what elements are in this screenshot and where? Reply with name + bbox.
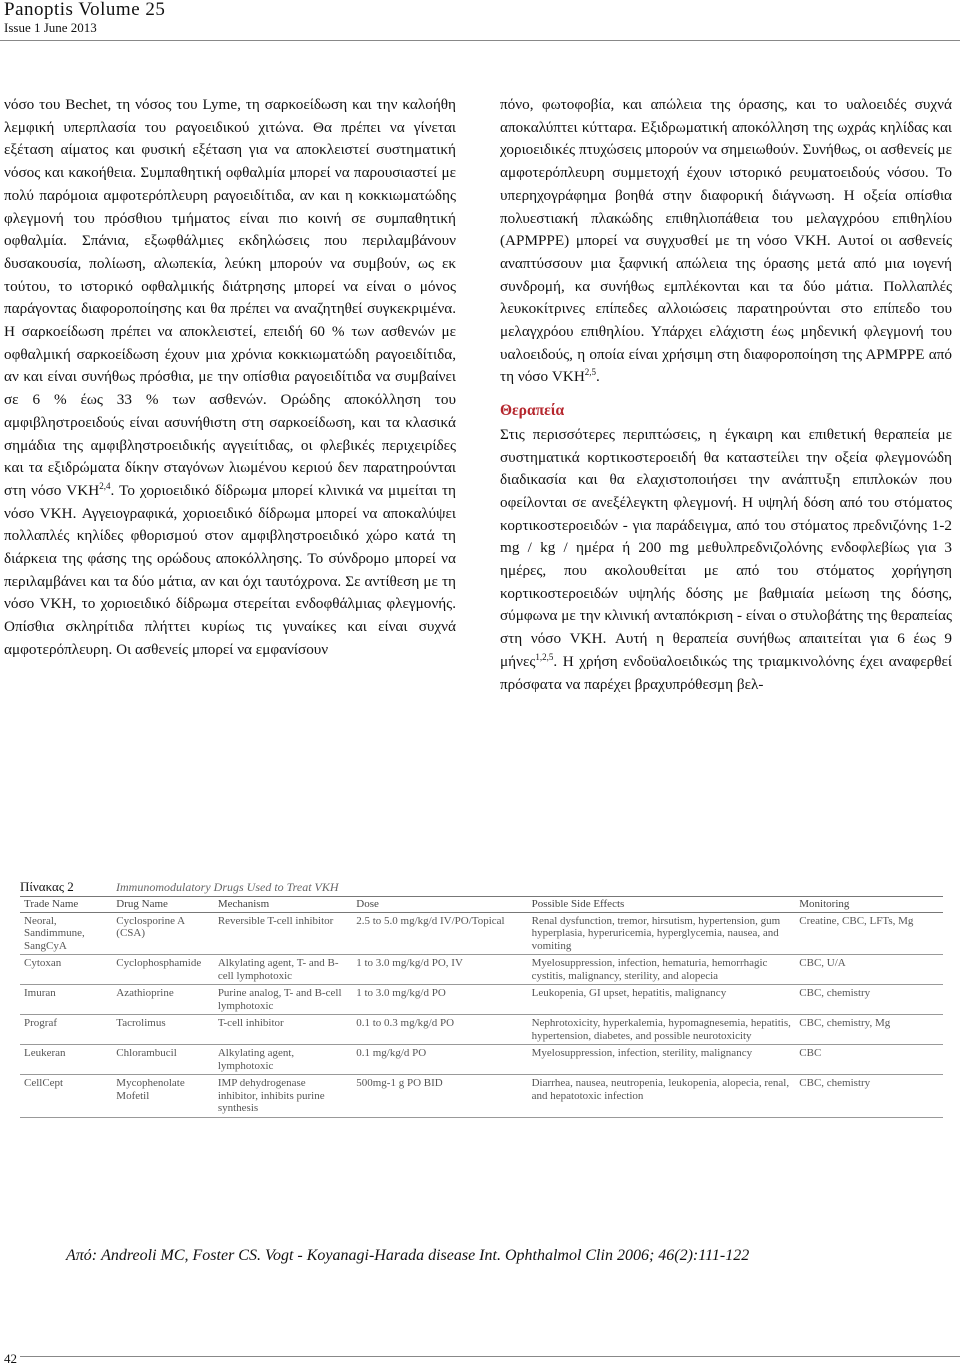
table-cell: CBC bbox=[795, 1045, 943, 1075]
reference-superscript: 2,4 bbox=[99, 480, 111, 491]
section-heading-therapy: Θεραπεία bbox=[500, 402, 565, 420]
table-cell: CellCept bbox=[20, 1075, 112, 1118]
table-cell: Cyclosporine A (CSA) bbox=[112, 912, 214, 955]
reference-superscript: 2,5 bbox=[584, 367, 597, 378]
table-cell: Alkylating agent, T- and B-cell lymphotoxic bbox=[214, 955, 352, 985]
table-cell: Azathioprine bbox=[112, 985, 214, 1015]
table-cell: 500mg-1 g PO BID bbox=[352, 1075, 527, 1118]
table-header-cell: Dose bbox=[352, 897, 527, 913]
table-cell: CBC, chemistry bbox=[795, 1075, 943, 1118]
table-cell: Myelosuppression, infection, sterility, malignancy bbox=[528, 1045, 796, 1075]
header-divider bbox=[0, 40, 960, 41]
therapy-paragraph-text: Στις περισσότερες περιπτώσεις, η έγκαιρη και επιθετική θεραπεία με συστηματικά κορτικοστεροειδή θα καταστείλει την οξεία φλεγμονώδη διαδικασία και θα ελαχιστοποιήσει την ανάπτυξη επιπλοκών που οφείλονται σε ανεξέλεγκτη φλεγμονή. Η υψηλή δόση από του στόματος κορτικοστεροειδών - για παράδειγμα, από του στόματος πρεδνιζόνης 1-2 mg / kg / ημέρα ή 200 mg μεθυλπρεδνιζολόνης ενδοφλεβίως για 3 ημέρες, που ακολουθείται με από του στόματος χορήγηση κορτικοστεροειδών υψηλής δόσης με βαθμιαία μείωση της δόσης, σύμφωνα με την κλινική ανταπόκριση - είναι ο στυλοβάτης της θεραπείας στη νόσο VKH. Αυτή η θεραπεία συνήθως απαιτείται για 6 έως 9 μήνες bbox=[500, 425, 952, 670]
table-header-cell: Drug Name bbox=[112, 897, 214, 913]
journal-issue: Issue 1 June 2013 bbox=[4, 20, 97, 35]
table-cell: Myelosuppression, infection, hematuria, hemorrhagic cystitis, malignancy, sterility, and alopecia bbox=[528, 955, 796, 985]
table-title: Immunomodulatory Drugs Used to Treat VKH bbox=[116, 880, 339, 894]
table-cell: CBC, chemistry, Mg bbox=[795, 1015, 943, 1045]
table-cell: Prograf bbox=[20, 1015, 112, 1045]
journal-header bbox=[4, 0, 165, 36]
table-cell: 0.1 to 0.3 mg/kg/d PO bbox=[352, 1015, 527, 1045]
table-cell: 0.1 mg/kg/d PO bbox=[352, 1045, 527, 1075]
journal-title: Panoptis Volume 25 bbox=[4, 0, 166, 20]
table-cell: Renal dysfunction, tremor, hirsutism, hypertension, gum hyperplasia, hyperuricemia, hyperglycemia, nausea, and vomiting bbox=[528, 912, 796, 955]
table-row bbox=[20, 955, 943, 985]
drug-table-figure bbox=[20, 880, 943, 1242]
table-cell: IMP dehydrogenase inhibitor, inhibits purine synthesis bbox=[214, 1075, 352, 1118]
table-cell: 2.5 to 5.0 mg/kg/d IV/PO/Topical bbox=[352, 912, 527, 955]
table-cell: 1 to 3.0 mg/kg/d PO bbox=[352, 985, 527, 1015]
reference-superscript: 1,2,5 bbox=[535, 651, 554, 662]
footer-divider bbox=[20, 1356, 960, 1357]
table-cell: Purine analog, T- and B-cell lymphotoxic bbox=[214, 985, 352, 1015]
table-cell: T-cell inhibitor bbox=[214, 1015, 352, 1045]
table-cell: Cytoxan bbox=[20, 955, 112, 985]
table-header-row bbox=[20, 897, 943, 913]
table-cell: Reversible T-cell inhibitor bbox=[214, 912, 352, 955]
table-cell: CBC, U/A bbox=[795, 955, 943, 985]
table-row bbox=[20, 985, 943, 1015]
page-number: 42 bbox=[4, 1351, 17, 1366]
table-header-cell: Monitoring bbox=[795, 897, 943, 913]
table-header-cell: Mechanism bbox=[214, 897, 352, 913]
drug-table bbox=[20, 896, 943, 1118]
table-row bbox=[20, 1045, 943, 1075]
table-cell: Tacrolimus bbox=[112, 1015, 214, 1045]
table-cell: Leukeran bbox=[20, 1045, 112, 1075]
table-cell: Creatine, CBC, LFTs, Mg bbox=[795, 912, 943, 955]
table-row bbox=[20, 1015, 943, 1045]
left-column bbox=[4, 94, 456, 662]
table-cell: Alkylating agent, lymphotoxic bbox=[214, 1045, 352, 1075]
right-paragraph-end: . bbox=[596, 368, 600, 386]
left-paragraph bbox=[4, 94, 456, 662]
right-paragraph-text: πόνο, φωτοφοβία, και απώλεια της όρασης, και το υαλοειδές συχνά αποκαλύπτει κύτταρα. Εξιδρωματική αποκόλληση της ωχράς κηλίδας και χοριοειδικές πτυχώσεις μπορούν να σημειωθούν. Συνήθως, οι ασθενείς με αμφοτερόπλευρη συμμετοχή έχουν ιστορικό ρευματοειδούς νόσου. Το υπερηχογράφημα βοηθά στην διαφορική διάγνωση. Η οξεία οπίσθια πολυεστιακή πλακώδης επιθηλιοπάθεια του μελαγχρόου επιθηλίου (ΑΡΜΡΡΕ) μπορεί να συγχυσθεί με τη νόσο VKH. Αυτοί οι ασθενείς αναπτύσσουν μια ξαφνική απώλεια της όρασης μετά από μια ιογενή συνδρομή, κα συνήθως εμπλέκονται και τα δύο μάτια. Πολλαπλές λευκοκίτρινες επίπεδες αλλοιώσεις παρατηρούνται στο επίπεδο του μελαγχρόου επιθηλίου. Υπάρχει ελάχιστη έως μηδενική φλεγμονή του υαλοειδούς, η οποία είναι χρήσιμη στη διαφοροποίηση της ΑΡΜΡΡΕ από τη νόσο VKH bbox=[500, 96, 952, 386]
right-paragraph-2 bbox=[500, 424, 952, 696]
table-cell: Leukopenia, GI upset, hepatitis, malignancy bbox=[528, 985, 796, 1015]
right-column bbox=[500, 94, 952, 696]
table-header-cell: Possible Side Effects bbox=[528, 897, 796, 913]
left-paragraph-continued: . Το χοριοειδικό δίδρωμα μπορεί κλινικά να μιμείται τη νόσο VKH. Αγγειογραφικά, χοριοειδικό δίδρωμα μπορεί να αποκαλύψει πολλαπλές κηλίδες φθορισμού στον αμφιβληστροειδικό χώρο κατά τη διάρκεια της φάσης της ορώδους αποκόλλησης. Το σύνδρομο μπορεί να περιλαμβάνει και τα δύο μάτια, αν και όχι ταυτόχρονα. Σε αντίθεση με τη νόσο VKH, το χοριοειδικό δίδρωμα στερείται ενδοφθάλμιας φλεγμονής. Οπίσθια σκληρίτιδα πλήττει κυρίως τις γυναίκες και είναι συχνά αμφοτερόπλευρη. Οι ασθενείς μπορεί να εμφανίσουν bbox=[4, 481, 456, 658]
table-cell: Diarrhea, nausea, neutropenia, leukopenia, alopecia, renal, and hepatotoxic infection bbox=[528, 1075, 796, 1118]
table-header-cell: Trade Name bbox=[20, 897, 112, 913]
therapy-paragraph-continued: . Η χρήση ενδοϋαλοειδικώς της τριαμκινολόνης έχει αναφερθεί πρόσφατα να παρέχει βραχυπρόθεσμη βελ- bbox=[500, 652, 952, 693]
table-row bbox=[20, 1075, 943, 1118]
left-paragraph-text: νόσο του Bechet, τη νόσος του Lyme, τη σαρκοείδωση και την καλοήθη λεμφική υπερπλασία του ραγοειδικού χιτώνα. Θα πρέπει να γίνεται εξέταση αίματος και φυσική εξέταση για να αποκλειστεί συστηματική νόσος και κακοήθεια. Συμπαθητική οφθαλμία μπορεί να παρουσιαστεί με πολύ παρόμοια αμφοτερόπλευρη ραγοειδίτιδα, αν και η κοκκιωματώδης φλεγμονή του πρόσθιου τμήματος είναι πιο κοινή σε συμπαθητική οφθαλμία. Σπάνια, εξωφθάλμιες εκδηλώσεις που περιλαμβάνουν δυσακουσία, πολίωση, αλωπεκία, λεύκη μπορούν να συμβούν, ως εκ τούτου, το ιστορικό οφθαλμικής διάτρησης μπορεί να είναι ο μόνος παράγοντας διαφοροποίησης και θα πρέπει να αναζητηθεί συγκεκριμένα. Η σαρκοείδωση πρέπει να αποκλειστεί, επειδή 60 % των ασθενών με οφθαλμική σαρκοείδωση έχουν μια χρόνια κοκκιωματώδη ραγοειδίτιδα, αν και είναι συνήθως πρόσθια, με την οπίσθια ραγοειδίτιδα να συμβαίνει σε 6 % έως 33 % των ασθενών. Ορώδης αποκόλληση του αμφιβληστροειδούς είναι ασυνήθιστη στη σαρκοείδωση, και τα κλασικά σημάδια της αμφιβληστροειδικής αγγειίτιδας, οι φλεβικές περιχειρίδες και τα εξιδρώματα δίκην σταγόνων λιωμένου κεριού δεν παρατηρούνται στη νόσο VKH bbox=[4, 96, 456, 499]
table-cell: Nephrotoxicity, hyperkalemia, hypomagnesemia, hepatitis, hypertension, diabetes, and possible neurotoxicity bbox=[528, 1015, 796, 1045]
table-cell: Neoral, Sandimmune, SangCyA bbox=[20, 912, 112, 955]
table-cell: Chlorambucil bbox=[112, 1045, 214, 1075]
table-row bbox=[20, 912, 943, 955]
table-cell: CBC, chemistry bbox=[795, 985, 943, 1015]
table-cell: 1 to 3.0 mg/kg/d PO, IV bbox=[352, 955, 527, 985]
right-paragraph-1 bbox=[500, 94, 952, 389]
table-label: Πίνακας 2 bbox=[20, 879, 74, 894]
table-cell: Cyclophosphamide bbox=[112, 955, 214, 985]
table-cell: Mycophenolate Mofetil bbox=[112, 1075, 214, 1118]
table-cell: Imuran bbox=[20, 985, 112, 1015]
table-source-citation: Από: Andreoli MC, Foster CS. Vogt - Koyanagi-Harada disease Int. Ophthalmol Clin 2006; 46(2):111-122 bbox=[66, 1247, 750, 1264]
